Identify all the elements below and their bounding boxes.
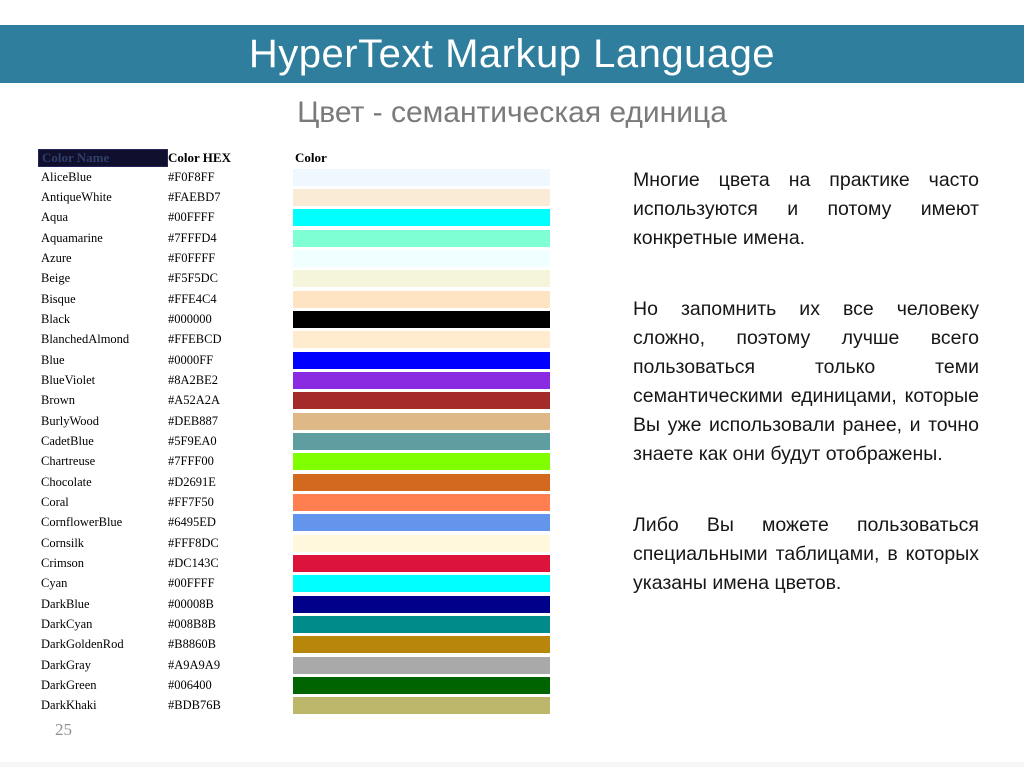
color-name-cell: BlueViolet [41,372,96,387]
color-hex-cell: #FAEBD7 [168,189,221,204]
table-row [38,330,550,350]
color-swatch-cell [293,411,550,431]
color-swatch-cell [293,553,550,573]
color-hex-cell: #D2691E [168,474,216,489]
color-name-cell: DarkGreen [41,677,97,692]
table-row [38,208,550,228]
color-hex-cell: #7FFF00 [168,454,214,469]
color-name-cell: DarkGray [41,657,91,672]
color-swatch [293,657,550,674]
paragraph-3: Либо Вы можете пользоваться специальными таблицами, в которых указаны имена цветов. [633,514,979,594]
color-swatch-cell [293,675,550,695]
color-name-cell: Cyan [41,576,68,591]
table-row [38,574,550,594]
table-row [38,269,550,289]
table-row [38,472,550,492]
color-name-cell: BurlyWood [41,413,100,428]
color-swatch [293,596,550,613]
color-swatch-cell [293,208,550,228]
color-swatch [293,291,550,308]
color-swatch [293,636,550,653]
color-name-cell: Chocolate [41,474,92,489]
table-row [38,513,550,533]
color-swatch [293,250,550,267]
table-row [38,167,550,187]
color-swatch-cell [293,574,550,594]
color-hex-cell: #FFEBCD [168,332,222,347]
table-row [38,635,550,655]
color-swatch [293,677,550,694]
color-swatch [293,230,550,247]
color-swatch [293,311,550,328]
color-swatch [293,331,550,348]
color-hex-cell: #8A2BE2 [168,372,218,387]
color-hex-cell: #7FFFD4 [168,230,217,245]
color-hex-cell: #A9A9A9 [168,657,221,672]
color-name-cell: Azure [41,250,72,265]
table-row [38,655,550,675]
color-swatch-cell [293,350,550,370]
color-swatch [293,413,550,430]
header-color-hex: Color HEX [168,149,231,165]
table-row [38,594,550,614]
color-name-cell: Bisque [41,291,76,306]
color-hex-cell: #F5F5DC [168,271,219,286]
table-body [38,167,550,716]
color-hex-cell: #00FFFF [168,210,215,225]
page-number: 25 [55,720,72,739]
color-name-cell: Aqua [41,210,69,225]
color-swatch-cell [293,452,550,472]
color-swatch [293,575,550,592]
table-row [38,614,550,634]
paragraph-2: Но запомнить их все человеку сложно, поэтому лучше всего пользоваться только теми семантическими единицами, которые Вы уже использовали ранее, и точно знаете как они будут отображены. [633,298,979,465]
table-row [38,452,550,472]
color-swatch [293,474,550,491]
table-header-row [38,148,550,167]
color-name-cell: DarkCyan [41,616,93,631]
color-swatch-cell [293,696,550,716]
color-swatch [293,453,550,470]
paragraph-1: Многие цвета на практике часто используются и потому имеют конкретные имена. [633,169,979,249]
color-swatch-cell [293,472,550,492]
color-swatch [293,352,550,369]
color-hex-cell: #5F9EA0 [168,433,217,448]
color-hex-cell: #DEB887 [168,413,218,428]
color-name-cell: CadetBlue [41,433,94,448]
table-row [38,289,550,309]
body-text [633,166,979,640]
table-row [38,350,550,370]
color-swatch-cell [293,187,550,207]
color-hex-cell: #008B8B [168,616,216,631]
table-row [38,675,550,695]
color-name-cell: CornflowerBlue [41,515,123,530]
color-swatch-cell [293,248,550,268]
color-table [38,148,550,716]
table-row [38,228,550,248]
table-row [38,431,550,451]
color-hex-cell: #FF7F50 [168,494,214,509]
color-name-cell: DarkGoldenRod [41,637,124,652]
color-name-cell: Black [41,311,71,326]
color-swatch-cell [293,594,550,614]
color-hex-cell: #BDB76B [168,698,221,713]
color-swatch-cell [293,635,550,655]
color-swatch-cell [293,513,550,533]
color-swatch [293,392,550,409]
color-swatch-cell [293,431,550,451]
table-row [38,309,550,329]
color-swatch-cell [293,533,550,553]
color-swatch-cell [293,614,550,634]
table-row [38,553,550,573]
color-swatch-cell [293,289,550,309]
color-swatch [293,209,550,226]
color-name-cell: DarkKhaki [41,698,97,713]
color-swatch-cell [293,330,550,350]
table-row [38,696,550,716]
color-hex-cell: #F0F8FF [168,169,215,184]
color-swatch-cell [293,269,550,289]
table-row [38,533,550,553]
table-row [38,187,550,207]
color-name-cell: AliceBlue [41,169,92,184]
table-row [38,248,550,268]
color-name-cell: Beige [41,271,71,286]
color-name-cell: DarkBlue [41,596,90,611]
slide-title: HyperText Markup Language [248,31,776,76]
title-banner [0,25,1024,83]
color-hex-cell: #F0FFFF [168,250,216,265]
color-swatch-cell [293,655,550,675]
color-swatch [293,270,550,287]
color-swatch [293,189,550,206]
color-hex-cell: #FFF8DC [168,535,219,550]
color-name-cell: Crimson [41,555,85,570]
table-row [38,492,550,512]
table-row [38,370,550,390]
color-swatch-cell [293,492,550,512]
color-hex-cell: #6495ED [168,515,216,530]
color-swatch [293,433,550,450]
color-hex-cell: #00FFFF [168,576,215,591]
color-hex-cell: #DC143C [168,555,219,570]
color-swatch-cell [293,228,550,248]
color-swatch-cell [293,167,550,187]
color-swatch [293,555,550,572]
color-name-cell: Brown [41,393,76,408]
color-name-cell: Blue [41,352,65,367]
color-name-cell: Cornsilk [41,535,85,550]
color-swatch-cell [293,370,550,390]
color-hex-cell: #00008B [168,596,214,611]
color-hex-cell: #0000FF [168,352,214,367]
table-row [38,411,550,431]
slide-subtitle: Цвет - семантическая единица [297,96,727,129]
color-swatch [293,494,550,511]
color-swatch [293,535,550,552]
header-color-swatch: Color [295,149,327,165]
color-hex-cell: #B8860B [168,637,216,652]
color-hex-cell: #FFE4C4 [168,291,217,306]
color-name-cell: Coral [41,494,69,509]
table-row [38,391,550,411]
color-swatch-cell [293,309,550,329]
color-hex-cell: #000000 [168,311,212,326]
bottom-strip [0,762,1024,767]
color-swatch [293,514,550,531]
color-swatch [293,372,550,389]
color-name-cell: Chartreuse [41,454,96,469]
color-name-cell: AntiqueWhite [41,189,112,204]
color-hex-cell: #A52A2A [168,393,221,408]
color-swatch [293,169,550,186]
color-swatch [293,697,550,714]
color-name-cell: BlanchedAlmond [41,332,130,347]
color-hex-cell: #006400 [168,677,212,692]
color-swatch-cell [293,391,550,411]
color-swatch [293,616,550,633]
color-name-cell: Aquamarine [41,230,103,245]
header-color-name: Color Name [38,149,168,167]
